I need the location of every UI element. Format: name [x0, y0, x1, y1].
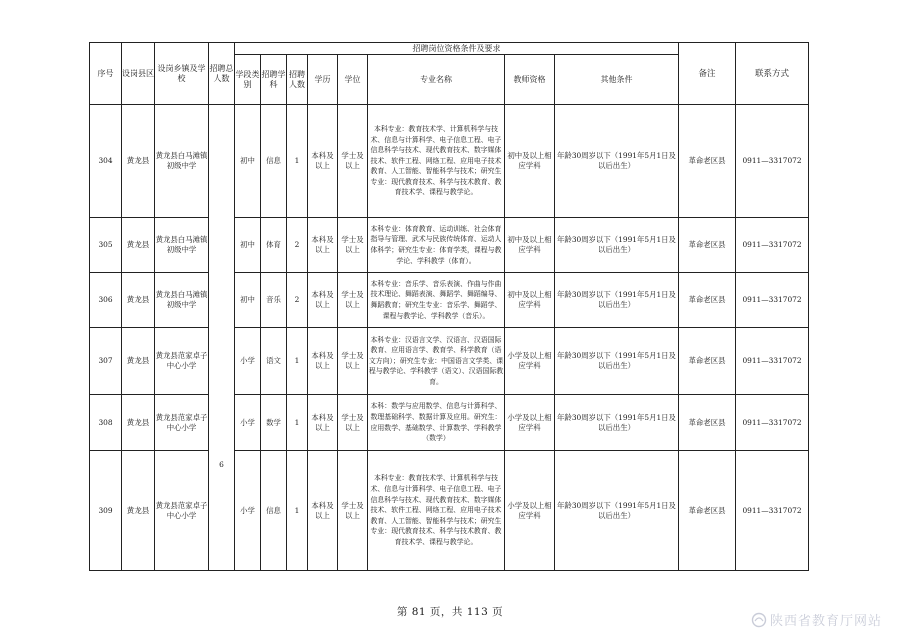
cell-subject: 信息 [261, 451, 287, 571]
cell-county: 黄龙县 [122, 328, 155, 395]
cell-school: 黄龙县白马滩镇初级中学 [155, 218, 209, 273]
table-row [90, 273, 809, 328]
table-row [90, 328, 809, 395]
cell-degree: 学士及以上 [338, 395, 368, 451]
header-teacher-cert: 教师资格 [505, 55, 555, 105]
cell-count: 1 [287, 105, 308, 218]
cell-subject: 语文 [261, 328, 287, 395]
header-total: 招聘总人数 [209, 43, 235, 105]
header-no: 序号 [90, 43, 122, 105]
cell-remark: 革命老区县 [679, 328, 736, 395]
cell-major: 本科专业：体育教育、运动训练、社会体育指导与管理、武术与民族传统体育、运动人体科学；研究生专业：体育学类，课程与教学论、学科教学（体育）。 [368, 218, 505, 273]
header-town-school: 设岗乡镇及学校 [155, 43, 209, 105]
cell-subject: 体育 [261, 218, 287, 273]
header-other: 其他条件 [555, 55, 679, 105]
cell-county: 黄龙县 [122, 395, 155, 451]
cell-major: 本科专业：教育技术学、计算机科学与技术、信息与计算科学、电子信息工程、电子信息科学与技术、现代教育技术、数字媒体技术、软件工程、网络工程、应用电子技术教育、人工智能、智能科学与技术；研究生专业：现代教育技术、科学与技术教育、教育技术学、课程与教学论。 [368, 105, 505, 218]
table-row [90, 451, 809, 571]
cell-level: 小学 [235, 451, 261, 571]
cell-remark: 革命老区县 [679, 218, 736, 273]
cell-count: 1 [287, 451, 308, 571]
cell-county: 黄龙县 [122, 105, 155, 218]
cell-no: 304 [90, 105, 122, 218]
recruitment-sheet [89, 42, 808, 571]
cell-other: 年龄30周岁以下（1991年5月1日及以后出生） [555, 451, 679, 571]
watermark-logo-icon [751, 612, 767, 628]
cell-school: 黄龙县白马滩镇初级中学 [155, 273, 209, 328]
cell-major: 本科专业：音乐学、音乐表演、作曲与作曲技术理论、舞蹈表演、舞蹈学、舞蹈编导、舞蹈教育；研究生专业：音乐学、舞蹈学、课程与教学论、学科教学（音乐）。 [368, 273, 505, 328]
table-row [90, 105, 809, 218]
header-subject: 招聘学科 [261, 55, 287, 105]
cell-total: 6 [209, 105, 235, 571]
cell-remark: 革命老区县 [679, 451, 736, 571]
cell-no: 308 [90, 395, 122, 451]
cell-school: 黄龙县范家卓子中心小学 [155, 451, 209, 571]
cell-cert: 小学及以上相应学科 [505, 395, 555, 451]
table-row [90, 395, 809, 451]
header-remark: 备注 [679, 43, 736, 105]
cell-contact: 0911—3317072 [736, 328, 809, 395]
recruitment-table [89, 42, 809, 571]
watermark-text: 陕西省教育厅网站 [769, 614, 882, 629]
cell-major: 本科专业：汉语言文学、汉语言、汉语国际教育、应用语言学、教育学、科学教育（语文方向）；研究生专业：中国语言文学类、课程与教学论、学科教学（语文）、汉语国际教育。 [368, 328, 505, 395]
header-contact: 联系方式 [736, 43, 809, 105]
cell-other: 年龄30周岁以下（1991年5月1日及以后出生） [555, 273, 679, 328]
cell-major: 本科：数学与应用数学、信息与计算科学、数理基础科学、数据计算及应用。研究生：应用数学、基础数学、计算数学、学科教学（数学） [368, 395, 505, 451]
cell-contact: 0911—3317072 [736, 451, 809, 571]
header-level: 学段类别 [235, 55, 261, 105]
cell-school: 黄龙县白马滩镇初级中学 [155, 105, 209, 218]
site-watermark [751, 610, 882, 629]
cell-count: 2 [287, 273, 308, 328]
cell-count: 2 [287, 218, 308, 273]
header-requirements-group: 招聘岗位资格条件及要求 [235, 43, 679, 55]
cell-remark: 革命老区县 [679, 105, 736, 218]
cell-count: 1 [287, 328, 308, 395]
cell-education: 本科及以上 [308, 218, 338, 273]
header-county: 设岗县区 [122, 43, 155, 105]
header-education: 学历 [308, 55, 338, 105]
cell-contact: 0911—3317072 [736, 273, 809, 328]
cell-cert: 小学及以上相应学科 [505, 451, 555, 571]
cell-no: 307 [90, 328, 122, 395]
cell-contact: 0911—3317072 [736, 105, 809, 218]
cell-remark: 革命老区县 [679, 273, 736, 328]
cell-contact: 0911—3317072 [736, 395, 809, 451]
header-degree: 学位 [338, 55, 368, 105]
cell-subject: 音乐 [261, 273, 287, 328]
cell-count: 1 [287, 395, 308, 451]
cell-contact: 0911—3317072 [736, 218, 809, 273]
cell-county: 黄龙县 [122, 451, 155, 571]
cell-degree: 学士及以上 [338, 328, 368, 395]
cell-other: 年龄30周岁以下（1991年5月1日及以后出生） [555, 328, 679, 395]
header-major: 专业名称 [368, 55, 505, 105]
cell-no: 306 [90, 273, 122, 328]
header-count: 招聘人数 [287, 55, 308, 105]
cell-degree: 学士及以上 [338, 273, 368, 328]
cell-level: 初中 [235, 218, 261, 273]
cell-degree: 学士及以上 [338, 451, 368, 571]
cell-education: 本科及以上 [308, 395, 338, 451]
cell-cert: 初中及以上相应学科 [505, 105, 555, 218]
cell-other: 年龄30周岁以下（1991年5月1日及以后出生） [555, 105, 679, 218]
cell-other: 年龄30周岁以下（1991年5月1日及以后出生） [555, 218, 679, 273]
cell-cert: 小学及以上相应学科 [505, 328, 555, 395]
cell-subject: 信息 [261, 105, 287, 218]
cell-school: 黄龙县范家卓子中心小学 [155, 395, 209, 451]
cell-degree: 学士及以上 [338, 218, 368, 273]
cell-education: 本科及以上 [308, 273, 338, 328]
cell-cert: 初中及以上相应学科 [505, 218, 555, 273]
cell-county: 黄龙县 [122, 273, 155, 328]
cell-remark: 革命老区县 [679, 395, 736, 451]
cell-major: 本科专业：教育技术学、计算机科学与技术、信息与计算科学、电子信息工程、电子信息科学与技术、现代教育技术、数字媒体技术、软件工程、网络工程、应用电子技术教育、人工智能、智能科学与技术；研究生专业：现代教育技术、科学与技术教育、教育技术学、课程与教学论。 [368, 451, 505, 571]
cell-no: 309 [90, 451, 122, 571]
page-number: 第 81 页，共 113 页 [396, 606, 504, 618]
cell-subject: 数学 [261, 395, 287, 451]
cell-level: 初中 [235, 273, 261, 328]
cell-education: 本科及以上 [308, 105, 338, 218]
cell-education: 本科及以上 [308, 451, 338, 571]
cell-school: 黄龙县范家卓子中心小学 [155, 328, 209, 395]
cell-county: 黄龙县 [122, 218, 155, 273]
table-row [90, 218, 809, 273]
cell-cert: 初中及以上相应学科 [505, 273, 555, 328]
cell-other: 年龄30周岁以下（1991年5月1日及以后出生） [555, 395, 679, 451]
cell-no: 305 [90, 218, 122, 273]
cell-level: 初中 [235, 105, 261, 218]
cell-education: 本科及以上 [308, 328, 338, 395]
cell-level: 小学 [235, 395, 261, 451]
cell-degree: 学士及以上 [338, 105, 368, 218]
cell-level: 小学 [235, 328, 261, 395]
